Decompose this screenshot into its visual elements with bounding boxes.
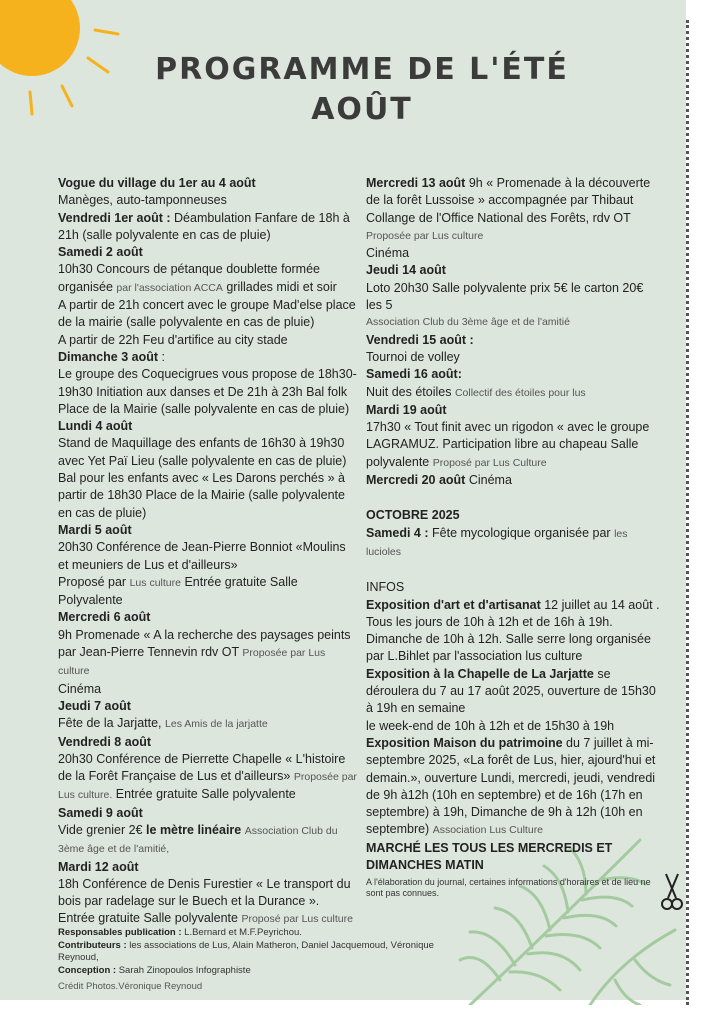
- info-entry: Exposition Maison du patrimoine du 7 juillet à mi-septembre 2025, «La forêt de Lus, hier, ajourd'hui et demain.», ouverture Lundi, mercredi, jeudi, vendredi de 9h à12h (10h en septembre) et de 16h (17h en septembre) à 19h, Dimanche de 9h à 12h (10h en septembre) Association Lus Culture: [366, 735, 656, 837]
- event-text: Le groupe des Coquecigrues vous propose de 18h30-19h30 Initiation aux danses et De 21h à 23h Bal folk Place de la Mairie (salle polyvalente en cas de pluie): [58, 367, 357, 416]
- event-heading: Vendredi 8 août: [58, 734, 152, 749]
- page-subtitle: AOÛT: [311, 92, 413, 127]
- event-heading: Vendredi 1er août :: [58, 210, 171, 225]
- event-text: 9h Promenade « A la recherche des paysages peints par Jean-Pierre Tennevin rdv OT Proposée par Lus culture: [58, 627, 351, 678]
- info-text: Dimanche de 10h à 12h. Salle serre long organisée par L.Bihlet par l'association lus culture: [366, 632, 651, 664]
- info-entry: Exposition à la Chapelle de La Jarjatte se déroulera du 7 au 17 août 2025, ouverture de 15h30 à 19h en semaine: [366, 666, 656, 716]
- event-heading: Mercredi 13 août: [366, 176, 466, 190]
- section-heading-october: OCTOBRE 2025: [366, 508, 460, 523]
- event-text: 20h30 Conférence de Jean-Pierre Bonniot «Moulins et meuniers de Lus et d'ailleurs»: [58, 540, 346, 572]
- event-text: 18h Conférence de Denis Furestier « Le transport du bois par radelage sur le Buech et la Durance ». Entrée gratuite Salle polyvalente Proposé par Lus culture: [58, 876, 353, 926]
- event-heading: Mercredi 6 août: [58, 610, 151, 625]
- info-entry: Exposition d'art et d'artisanat 12 juillet au 14 août . Tous les jours de 10h à 12h et de 16h à 19h.: [366, 597, 660, 629]
- event-heading: Lundi 4 août: [58, 419, 133, 434]
- event-heading: Mercredi 20 août: [366, 473, 466, 488]
- event-text: 20h30 Conférence de Pierrette Chapelle « L'histoire de la Forêt Française de Lus et d'ailleurs» Proposée par Lus culture. Entrée gratuite Salle polyvalente: [58, 751, 357, 802]
- event-heading: Samedi 16 août:: [366, 367, 462, 382]
- page-title: PROGRAMME DE L'ÉTÉ: [155, 52, 569, 87]
- event-text: 17h30 « Tout finit avec un rigodon « avec le groupe LAGRAMUZ. Participation libre au chapeau Salle polyvalente Proposé par Lus Culture: [366, 420, 650, 469]
- disclaimer-note: A l'élaboration du journal, certaines informations d'horaires et de lieu ne sont pas connues.: [366, 877, 651, 899]
- market-notice: MARCHÉ LES TOUS LES MERCREDIS ET DIMANCHES MATIN: [366, 840, 613, 872]
- event-text: Fête de la Jarjatte, Les Amis de la jarjatte: [58, 716, 268, 731]
- photo-credit: Crédit Photos.Véronique Reynoud: [58, 981, 203, 992]
- event-text: Déambulation Fanfare de 18h à 21h (salle polyvalente en cas de pluie): [58, 210, 350, 242]
- event-entry: Mercredi 20 août Cinéma: [366, 473, 512, 488]
- event-entry: [58, 210, 358, 245]
- event-entry: Dimanche 3 août :: [58, 349, 165, 364]
- event-heading: Samedi 2 août: [58, 245, 143, 260]
- event-text: A partir de 22h Feu d'artifice au city stade: [58, 332, 288, 347]
- credits: Responsables publication : L.Bernard et M.F.Peyrichou. Contributeurs : les associations de Lus, Alain Matheron, Daniel Jacquemoud, Véronique Reynoud, Conception : Sarah Zinopoulos Infographiste Crédit Photos.Véronique Reynoud: [58, 927, 438, 1003]
- event-heading: Vendredi 15 août :: [366, 332, 474, 347]
- event-heading: Jeudi 7 août: [58, 698, 131, 713]
- event-text: Nuit des étoiles Collectif des étoiles pour lus: [366, 384, 586, 399]
- event-text: Proposé par Lus culture Entrée gratuite Salle Polyvalente: [58, 574, 298, 608]
- event-text: Cinéma: [58, 681, 102, 696]
- event-heading: Mardi 19 août: [366, 402, 447, 417]
- event-text: Stand de Maquillage des enfants de 16h30 à 19h30 avec Yet Paï Lieu (salle polyvalente en cas de pluie): [58, 436, 347, 468]
- section-heading-infos: INFOS: [366, 580, 405, 595]
- event-text: Association Club du 3ème âge et de l'amitié: [366, 316, 570, 329]
- event-text: Tournoi de volley: [366, 349, 460, 364]
- event-heading: Dimanche 3 août: [58, 349, 159, 364]
- event-entry: Mercredi 13 août 9h « Promenade à la découverte de la forêt Lussoise » accompagnée par Thibaut Collange de l'Office National des Forêts, rdv OT Proposée par Lus culture: [366, 176, 651, 242]
- event-text: A partir de 21h concert avec le groupe Mad'else place de la mairie (salle polyvalente en cas de pluie): [58, 298, 356, 330]
- event-text: Manèges, auto-tamponneuses: [58, 193, 227, 208]
- event-text: 10h30 Concours de pétanque doublette formée organisée par l'association ACCA grillades midi et soir: [58, 262, 337, 294]
- cut-line: [686, 20, 689, 1005]
- left-column: [58, 175, 358, 929]
- event-heading: Mardi 5 août: [58, 522, 132, 537]
- event-text: Vide grenier 2€ le mètre linéaire Association Club du 3ème âge et de l'amitié,: [58, 822, 338, 856]
- event-text: Loto 20h30 Salle polyvalente prix 5€ le carton 20€ les 5: [366, 280, 644, 313]
- event-text: Cinéma: [366, 246, 410, 261]
- event-entry: Samedi 4 : Fête mycologique organisée par les lucioles: [366, 525, 628, 558]
- event-heading: Vogue du village du 1er au 4 août: [58, 176, 256, 190]
- event-text: Bal pour les enfants avec « Les Darons perchés » à partir de 18h30 Place de la Mairie (salle polyvalente en cas de pluie): [58, 471, 345, 520]
- event-heading: Mardi 12 août: [58, 859, 139, 874]
- right-column: [366, 175, 662, 899]
- info-text: le week-end de 10h à 12h et de 15h30 à 19h: [366, 718, 615, 733]
- event-heading: Samedi 9 août: [58, 805, 143, 820]
- event-heading: Jeudi 14 août: [366, 263, 446, 278]
